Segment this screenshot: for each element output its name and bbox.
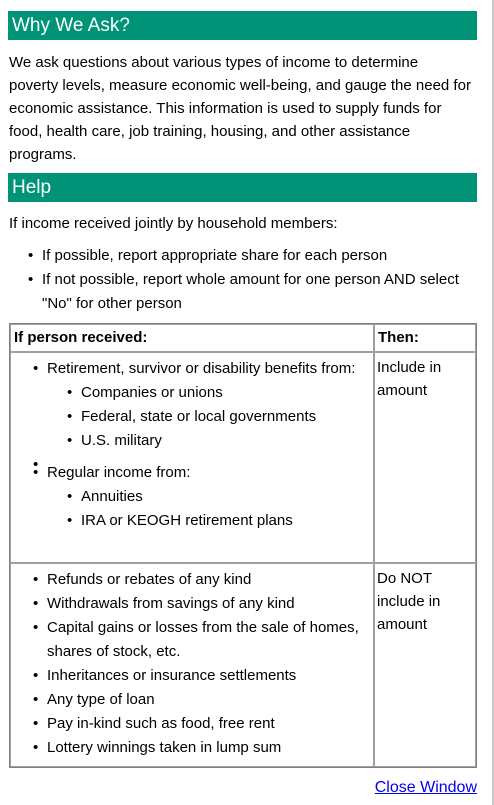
help-intro: If income received jointly by household members: xyxy=(9,215,338,232)
list-item: • Lottery winnings taken in lump sum xyxy=(33,736,373,760)
list-item: • Inheritances or insurance settlements xyxy=(33,664,373,688)
then-do-not-include: Do NOT include in amount xyxy=(374,563,476,767)
table-row xyxy=(10,563,476,767)
list-item: • Annuities xyxy=(67,485,373,509)
row-exclude-items xyxy=(10,563,374,767)
table-header-row xyxy=(10,324,476,352)
column-header-then: Then: xyxy=(374,324,476,352)
then-include: Include in amount xyxy=(374,352,476,563)
list-item: • If possible, report appropriate share for each person xyxy=(28,244,478,268)
why-we-ask-header: Why We Ask? xyxy=(8,11,477,40)
help-header: Help xyxy=(8,173,477,202)
list-item: • Withdrawals from savings of any kind xyxy=(33,592,373,616)
sub-list xyxy=(67,485,373,533)
list-item: • Federal, state or local governments xyxy=(67,405,373,429)
list-item: • Companies or unions xyxy=(67,381,373,405)
list-item: • Capital gains or losses from the sale of homes, shares of stock, etc. xyxy=(33,616,373,664)
list-item: • U.S. military xyxy=(67,429,373,453)
list-item: • If not possible, report whole amount for one person AND select "No" for other person xyxy=(28,268,478,316)
spacer xyxy=(33,453,373,461)
list-item: • Retirement, survivor or disability benefits from: • Companies or unions • Federal, state or local governments • U.S. military xyxy=(33,357,373,453)
why-we-ask-text: We ask questions about various types of income to determine poverty levels, measure economic well-being, and gauge the need for economic assistance. This information is used to supply funds for food, health care, job training, housing, and other assistance programs. xyxy=(9,54,471,163)
close-window-link[interactable]: Close Window xyxy=(374,779,477,796)
list-item: • Any type of loan xyxy=(33,688,373,712)
income-rules-table xyxy=(9,323,477,768)
list-item: • IRA or KEOGH retirement plans xyxy=(67,509,373,533)
list-item: • Pay in-kind such as food, free rent xyxy=(33,712,373,736)
table-row xyxy=(10,352,476,563)
row-include-items xyxy=(10,352,374,563)
list-item: • Regular income from: • Annuities • IRA or KEOGH retirement plans xyxy=(33,461,373,533)
column-header-received: If person received: xyxy=(10,324,374,352)
sub-list xyxy=(67,381,373,453)
list-item: • Refunds or rebates of any kind xyxy=(33,568,373,592)
help-bullet-list xyxy=(28,244,478,316)
